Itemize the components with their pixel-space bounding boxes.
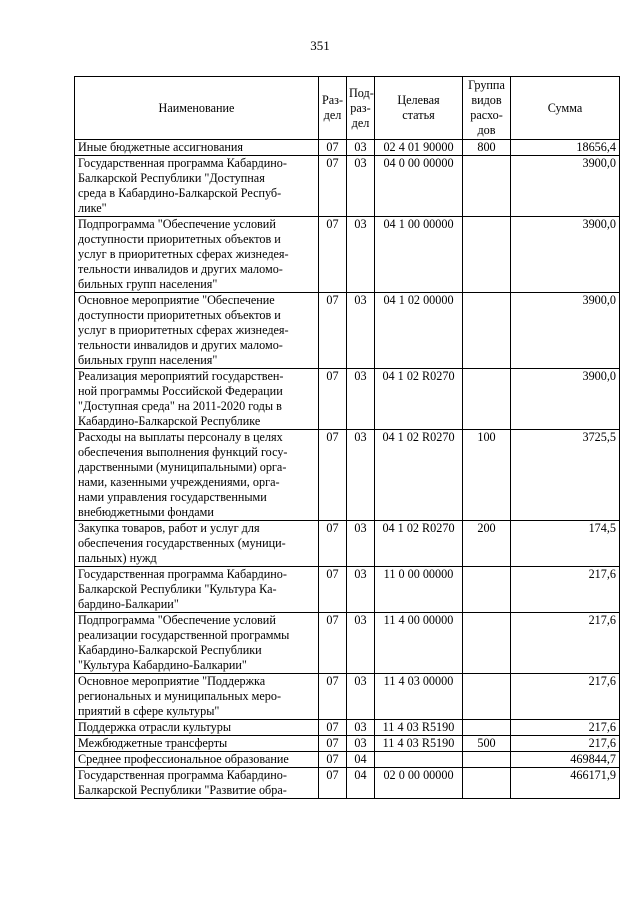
cell-sum: 217,6 — [511, 613, 620, 674]
cell-subsection: 03 — [347, 567, 375, 613]
cell-sum: 3725,5 — [511, 430, 620, 521]
cell-section: 07 — [319, 752, 347, 768]
cell-group — [463, 720, 511, 736]
cell-group — [463, 567, 511, 613]
cell-group — [463, 768, 511, 799]
cell-group — [463, 613, 511, 674]
cell-name: Расходы на выплаты персоналу в целях обеспечения выполнения функций госу- дарственными (муниципальными) орга- нами, казенными учреждениями, орга- нами управления государственными внебюджетными фондами — [75, 430, 319, 521]
cell-group — [463, 293, 511, 369]
cell-target: 04 1 00 00000 — [375, 217, 463, 293]
cell-name: Закупка товаров, работ и услуг для обеспечения государственных (муници- пальных) нужд — [75, 521, 319, 567]
header-section: Раз- дел — [319, 77, 347, 140]
page-number: 351 — [310, 38, 330, 53]
cell-sum: 3900,0 — [511, 369, 620, 430]
table-header-row — [75, 77, 620, 140]
header-target: Целевая статья — [375, 77, 463, 140]
header-name: Наименование — [75, 77, 319, 140]
cell-section: 07 — [319, 768, 347, 799]
cell-subsection: 03 — [347, 674, 375, 720]
cell-name: Подпрограмма "Обеспечение условий реализации государственной программы Кабардино-Балкарской Республики "Культура Кабардино-Балкарии" — [75, 613, 319, 674]
cell-subsection: 03 — [347, 720, 375, 736]
cell-sum: 174,5 — [511, 521, 620, 567]
cell-name: Межбюджетные трансферты — [75, 736, 319, 752]
cell-name: Реализация мероприятий государствен- ной программы Российской Федерации "Доступная среда" на 2011-2020 годы в Кабардино-Балкарской Республике — [75, 369, 319, 430]
cell-section: 07 — [319, 369, 347, 430]
cell-name: Среднее профессиональное образование — [75, 752, 319, 768]
cell-target: 11 4 03 R5190 — [375, 736, 463, 752]
cell-sum: 18656,4 — [511, 140, 620, 156]
table-row — [75, 521, 620, 567]
cell-group — [463, 156, 511, 217]
cell-target — [375, 752, 463, 768]
header-subsection: Под- раз- дел — [347, 77, 375, 140]
table-row — [75, 430, 620, 521]
cell-target: 11 0 00 00000 — [375, 567, 463, 613]
cell-target: 04 1 02 00000 — [375, 293, 463, 369]
table-row — [75, 293, 620, 369]
cell-subsection: 03 — [347, 430, 375, 521]
cell-sum: 3900,0 — [511, 217, 620, 293]
cell-subsection: 03 — [347, 293, 375, 369]
cell-subsection: 03 — [347, 140, 375, 156]
cell-section: 07 — [319, 293, 347, 369]
table-row — [75, 736, 620, 752]
cell-section: 07 — [319, 140, 347, 156]
cell-target: 04 0 00 00000 — [375, 156, 463, 217]
cell-section: 07 — [319, 217, 347, 293]
cell-subsection: 03 — [347, 217, 375, 293]
header-group: Группа видов расхо- дов — [463, 77, 511, 140]
cell-section: 07 — [319, 430, 347, 521]
table-row — [75, 768, 620, 799]
budget-table — [74, 76, 620, 799]
cell-subsection: 04 — [347, 752, 375, 768]
cell-group — [463, 369, 511, 430]
cell-sum: 3900,0 — [511, 156, 620, 217]
cell-group: 200 — [463, 521, 511, 567]
cell-group: 500 — [463, 736, 511, 752]
table-row — [75, 674, 620, 720]
cell-sum: 217,6 — [511, 674, 620, 720]
cell-section: 07 — [319, 674, 347, 720]
cell-section: 07 — [319, 613, 347, 674]
cell-section: 07 — [319, 720, 347, 736]
cell-group: 100 — [463, 430, 511, 521]
cell-name: Поддержка отрасли культуры — [75, 720, 319, 736]
table-row — [75, 752, 620, 768]
cell-subsection: 03 — [347, 521, 375, 567]
cell-sum: 3900,0 — [511, 293, 620, 369]
cell-name: Основное мероприятие "Обеспечение доступности приоритетных объектов и услуг в приоритетных сферах жизнедея- тельности инвалидов и других маломо- бильных групп населения" — [75, 293, 319, 369]
cell-name: Государственная программа Кабардино- Балкарской Республики "Развитие обра- — [75, 768, 319, 799]
cell-section: 07 — [319, 567, 347, 613]
cell-target: 04 1 02 R0270 — [375, 521, 463, 567]
cell-name: Государственная программа Кабардино- Балкарской Республики "Культура Ка- бардино-Балкарии" — [75, 567, 319, 613]
cell-sum: 466171,9 — [511, 768, 620, 799]
cell-target: 11 4 03 R5190 — [375, 720, 463, 736]
cell-subsection: 03 — [347, 156, 375, 217]
cell-group — [463, 674, 511, 720]
table-row — [75, 140, 620, 156]
table-row — [75, 720, 620, 736]
cell-section: 07 — [319, 736, 347, 752]
cell-subsection: 03 — [347, 736, 375, 752]
table-body — [75, 140, 620, 799]
cell-target: 11 4 00 00000 — [375, 613, 463, 674]
table-row — [75, 567, 620, 613]
cell-target: 04 1 02 R0270 — [375, 369, 463, 430]
cell-subsection: 03 — [347, 369, 375, 430]
cell-target: 02 4 01 90000 — [375, 140, 463, 156]
cell-section: 07 — [319, 156, 347, 217]
cell-target: 04 1 02 R0270 — [375, 430, 463, 521]
cell-sum: 469844,7 — [511, 752, 620, 768]
cell-section: 07 — [319, 521, 347, 567]
cell-name: Основное мероприятие "Поддержка региональных и муниципальных меро- приятий в сфере культуры" — [75, 674, 319, 720]
cell-group — [463, 752, 511, 768]
header-sum: Сумма — [511, 77, 620, 140]
table-row — [75, 217, 620, 293]
table-row — [75, 156, 620, 217]
cell-sum: 217,6 — [511, 720, 620, 736]
cell-sum: 217,6 — [511, 736, 620, 752]
cell-sum: 217,6 — [511, 567, 620, 613]
cell-group: 800 — [463, 140, 511, 156]
cell-subsection: 04 — [347, 768, 375, 799]
cell-name: Государственная программа Кабардино- Балкарской Республики "Доступная среда в Кабардино-Балкарской Респуб- лике" — [75, 156, 319, 217]
cell-name: Иные бюджетные ассигнования — [75, 140, 319, 156]
cell-name: Подпрограмма "Обеспечение условий доступности приоритетных объектов и услуг в приоритетных сферах жизнедея- тельности инвалидов и других маломо- бильных групп населения" — [75, 217, 319, 293]
table-row — [75, 613, 620, 674]
cell-group — [463, 217, 511, 293]
cell-target: 02 0 00 00000 — [375, 768, 463, 799]
table-row — [75, 369, 620, 430]
cell-subsection: 03 — [347, 613, 375, 674]
cell-target: 11 4 03 00000 — [375, 674, 463, 720]
